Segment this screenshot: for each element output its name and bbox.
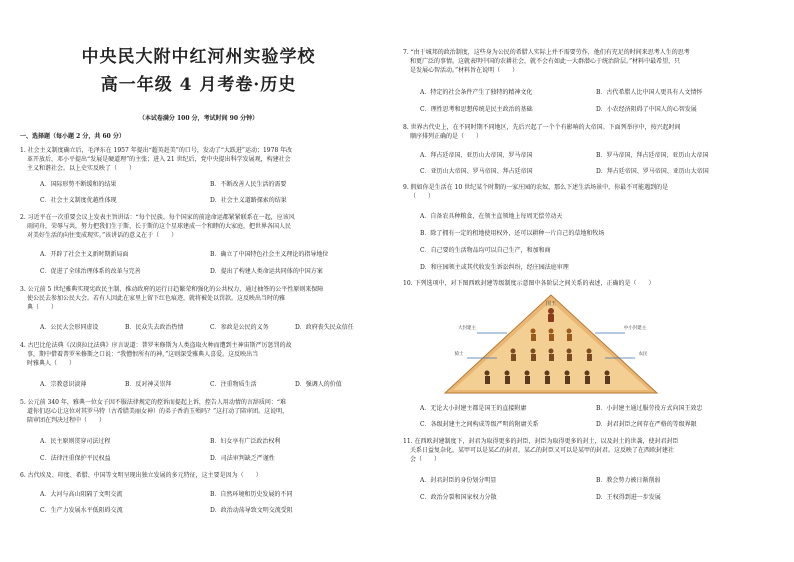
label-level-3: 骑士 [454, 352, 464, 357]
question-stem: 陪审团在判决过程中（ ） [27, 417, 106, 424]
option-a[interactable]: A．国际形势不断缓和的结果 [40, 181, 117, 188]
question-stem: 会（ ） [410, 456, 441, 463]
question-stem: 4. 古巴比伦法典《汉谟拉比法典》序言说道：普罗米修斯为人类盗取火种而遭到主神宙斯严厉惩罚的故 [20, 342, 292, 349]
option-c[interactable]: C．促进了全球治理体系的改革与完善 [40, 268, 141, 275]
option-d[interactable]: D．司法审判缺乏严谨性 [210, 455, 275, 462]
option-b[interactable]: B．小封建主通过服劳役方式向国王效忠 [596, 405, 703, 412]
option-a[interactable]: A．无论大小封建主都是国王的直接附庸 [420, 405, 527, 412]
question-stem: 8. 世界古代史上，在不同时期不同地区，先后兴起了一个个有影响的大帝国。下面列举序中，按兴起时间 [403, 124, 681, 131]
question-stem: 顺序排列正确的是（ ） [410, 133, 483, 140]
option-b[interactable]: B．古代希腊人比中国人更具有人文情怀 [596, 89, 703, 96]
question-stem: 7. “由于城邦的政治制度，这些身为公民的希腊人实际上并不需要劳作，他们有充足的时间来思考人生的思考 [403, 49, 690, 56]
question-stem: 3. 公元前 5 世纪雅典实现宪政民主制，推动政府的运行日趋繁荣和强化的公共权力，通过抽签的公平性原则来保障 [20, 286, 324, 293]
option-c[interactable]: C．社会主义制度优越性体现 [40, 197, 117, 204]
question-stem: 主义和谐社会。以上史实反映了（ ） [27, 165, 136, 172]
option-a[interactable]: A．开辟了社会主义新时期新局面 [40, 251, 129, 258]
option-d[interactable]: D．小农经济阻碍了中国人的心智发展 [596, 106, 697, 113]
option-d[interactable]: D．王权得到进一步发展 [596, 494, 661, 501]
tier-top [548, 308, 554, 322]
question-11 [403, 437, 783, 464]
question-8 [403, 123, 783, 141]
question-stem: 时雅典人（ ） [27, 360, 76, 367]
exam-note: （本试卷满分 100 分，考试时间 90 分钟） [138, 115, 259, 122]
question-10 [403, 279, 783, 288]
option-d[interactable]: D．和庄园领主或其代收发生诉讼纠纷，经庄园法庭审理 [420, 264, 569, 271]
option-b[interactable]: B．除了拥有一定的租地使用权外，还可以耕种一片自己的草地和牧场 [420, 230, 605, 237]
option-d[interactable]: D．拜占廷帝国、罗马帝国、亚历山大帝国 [596, 168, 709, 175]
question-stem: 9. 假如你是生活在 10 世纪某个时期的一家庄园的农奴，那么下述生活场景中，你最不可能遇到的是 [403, 184, 669, 191]
option-d[interactable]: D．强调人的价值 [295, 381, 342, 388]
option-c[interactable]: C．自己要的生活物品均可以自己生产，和加和商 [420, 247, 551, 254]
question-stem: 10. 下列选项中，对下图西欧封建等级制度示意图中各阶层之间关系的表述，正确的是（ ） [403, 280, 655, 287]
option-b[interactable]: B．确立了中国特色社会主义理论的指导地位 [210, 251, 329, 258]
question-4 [20, 341, 390, 368]
question-stem: 1. 社会主义制度确立后，毛泽东在 1957 年提出“超英赶美”的口号，发动了“大跃进”运动；1978 年改 [20, 147, 293, 154]
option-c[interactable]: C．参政是公民的义务 [210, 324, 269, 331]
question-stem: 是发展心智活动。”材料旨在说明（ ） [410, 67, 519, 74]
question-stem: 雨同舟，荣辱与共，努力把我们生于斯、长于斯的这个星球建成一个和睦的大家庭，把世界各国人民 [27, 223, 292, 230]
question-stem: 革开放后，邓小平提出“发展是硬道理”的主张；进入 21 世纪后，党中央提出科学发展观，构建社会 [27, 156, 291, 163]
question-stem: 对美好生活的向往变成现实。”该讲话的意义在于（ ） [27, 232, 178, 239]
exam-title: 高一年级 4 月考卷·历史 [100, 75, 297, 95]
option-c[interactable]: C．生产力发展水平低阻碍交流 [40, 507, 123, 514]
label-level-4: 农民 [638, 352, 648, 357]
question-stem: （ ） [410, 193, 435, 200]
question-stem: 典（ ） [27, 304, 58, 311]
option-b[interactable]: B．不断改善人民生活的需要 [210, 181, 287, 188]
option-c[interactable]: C．理性思考和思想传统是民主政治的基础 [420, 106, 533, 113]
option-d[interactable]: D．政治动荡导致文明交流受阻 [210, 507, 293, 514]
option-d[interactable]: D．封君封臣之间存在严格的等级界限 [596, 421, 697, 428]
question-stem: 关系日益复杂化。某甲可以是某乙的封君，某乙的封臣又可以是某甲的封君。这反映了在西欧封建社 [410, 447, 675, 454]
question-1 [20, 146, 390, 173]
question-stem: 事，期中借着普罗米修斯之口说：“我憎恨所有的神，”这则深受雅典人喜爱。这反映出当 [27, 351, 259, 358]
option-a[interactable]: A．特定的社会条件产生了独特的精神文化 [420, 89, 533, 96]
option-a[interactable]: A．大河与高山阻隔了文明交流 [40, 491, 123, 498]
option-d[interactable]: D．提出了构建人类命运共同体的中国方案 [210, 268, 323, 275]
question-6 [20, 471, 390, 480]
option-a[interactable]: A．民主原则贯穿司法过程 [40, 438, 111, 445]
option-c[interactable]: C．政治分裂和国家权力分散 [420, 494, 497, 501]
question-stem: 使公民去参加公民大会。若有人因此在家里上留下红色痕迹，就将被处以罚款。这反映出当时的雅 [27, 295, 286, 302]
option-a[interactable]: A．自备农具种粮食，在领主直领地上每周无偿劳动天 [420, 213, 563, 220]
school-name: 中央民大附中红河州实验学校 [81, 47, 316, 67]
option-d[interactable]: D．政府丧失民众信任 [295, 324, 354, 331]
option-a[interactable]: A．宗教意识淡薄 [40, 381, 87, 388]
option-c[interactable]: C．注重物质生活 [210, 381, 257, 388]
question-stem: 6. 古代埃及、印度、希腊、中国等文明呈现出独立发展的多元特征，这主要是因为（ ） [20, 472, 262, 479]
option-b[interactable]: B．教会势力被日渐削弱 [596, 477, 661, 484]
option-c[interactable]: C．各级封建主之间构成等级严明的附庸关系 [420, 421, 539, 428]
question-7 [403, 48, 783, 75]
label-level-2: 中小封建主 [623, 326, 647, 331]
option-a[interactable]: A．封君封臣的身份划分明显 [420, 477, 497, 484]
label-top: 国王 [545, 301, 557, 307]
option-a[interactable]: A．拜占廷帝国、亚历山大帝国、罗马帝国 [420, 152, 533, 159]
option-b[interactable]: B．民众失去政治热情 [125, 324, 184, 331]
option-b[interactable]: B．罗马帝国、拜占廷帝国、亚历山大帝国 [596, 152, 709, 159]
question-stem: 11. 在西欧封建制度下，封君为取得更多的封臣，封臣为取得更多的封土，以及封土的世袭，使封君封臣 [403, 438, 679, 445]
question-stem: 和更广泛的事情。这就表明中国的农耕社会，就不会有如此一大群潜心于统治阶层。”材料中最希望，只 [410, 58, 681, 65]
question-stem: 道你们忍心让这位对其罗马特（古希腊美丽女神）的弟子香消玉殒吗？”这打动了陪审团。这说明， [27, 408, 289, 415]
question-5 [20, 398, 390, 425]
option-b[interactable]: B．反对神灵崇拜 [125, 381, 172, 388]
feudal-hierarchy-figure [437, 293, 665, 395]
option-d[interactable]: D．社会主义道路探索的结果 [210, 197, 287, 204]
question-9 [403, 183, 783, 201]
option-c[interactable]: C．法律注重保护平民权益 [40, 455, 111, 462]
option-b[interactable]: B．自然环境和历史发展的不同 [210, 491, 293, 498]
label-level-1: 大封建主 [458, 326, 476, 331]
question-2 [20, 213, 390, 240]
option-b[interactable]: B．妇女享有广泛政治权利 [210, 438, 281, 445]
option-a[interactable]: A．公民大会形同虚设 [40, 324, 99, 331]
question-stem: 2. 习近平在一次重要会议上发表主旨讲话：“每个民族、每个国家的前途命运都紧紧联系在一起，应该风 [20, 214, 295, 221]
option-c[interactable]: C．亚历山大帝国、罗马帝国、拜占廷帝国 [420, 168, 533, 175]
question-3 [20, 285, 390, 312]
section-heading: 一、选择题（每小题 2 分，共 60 分） [20, 133, 125, 140]
question-stem: 5. 公元前 340 年，雅典一位女子因不服法律规定的控诉而提起上诉，控告人用动情的言辞质问：“难 [20, 399, 286, 406]
